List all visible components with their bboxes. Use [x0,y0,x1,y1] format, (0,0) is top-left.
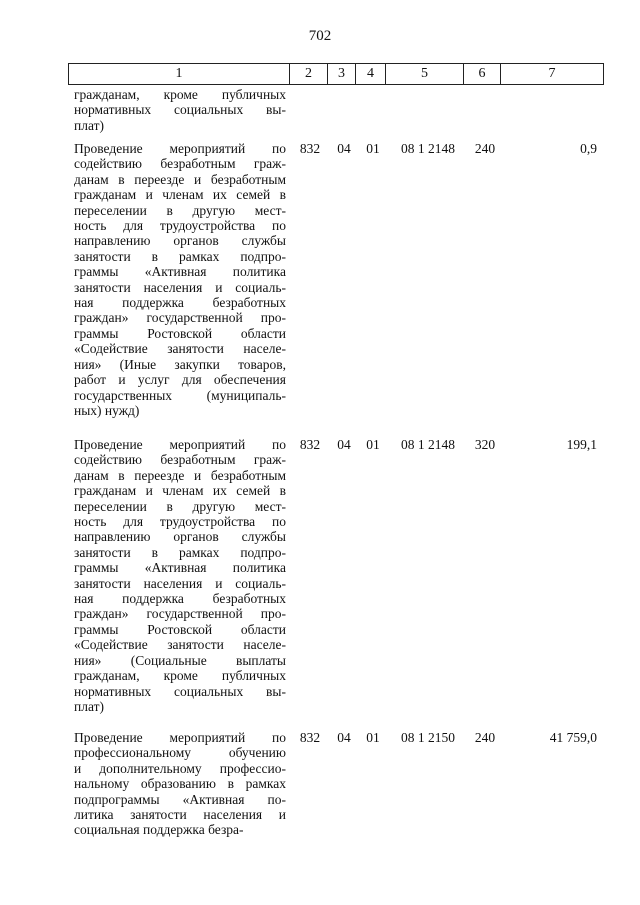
description-line: государственных (муниципаль- [74,387,286,403]
subsection-code: 01 [366,437,380,452]
description-line: плат) [74,117,104,133]
description-line: Проведение мероприятий по [74,437,286,452]
description-line: занятости населения и социаль- [74,575,286,591]
description-line: профессиональному обучению [74,745,286,761]
expense-type-code: 240 [474,730,496,745]
section-code: 04 [337,141,351,156]
description-line: гражданам и членам их семей в [74,187,286,203]
description-line: ния» (Иные закупки товаров, [74,356,286,372]
ministry-code: 832 [299,437,321,452]
column-header-3: 3 [328,64,356,85]
subsection-code: 01 [366,730,380,745]
header-row [69,64,604,85]
description-line: занятости в рамках подпро- [74,544,286,560]
column-header-6: 6 [464,64,501,85]
description-line: «Содействие занятости населе- [74,341,286,357]
description-line: Проведение мероприятий по [74,730,286,745]
column-header-4: 4 [356,64,386,85]
section-code: 04 [337,730,351,745]
description-line: граммы Ростовской области [74,325,286,341]
target-article-code: 08 1 2148 [401,141,455,156]
description-line: граммы Ростовской области [74,621,286,637]
description-line: нальному образованию в рамках [74,776,286,792]
ministry-code: 832 [299,141,321,156]
section-code: 04 [337,437,351,452]
description-line: данам в переезде и безработным [74,467,286,483]
description-line: ная поддержка безработных [74,591,286,607]
description-line: ния» (Социальные выплаты [74,652,286,668]
description-line: литика занятости населения и [74,807,286,823]
description-line: работ и услуг для обеспечения [74,372,286,388]
description-line: граммы «Активная политика [74,264,286,280]
target-article-code: 08 1 2148 [401,437,455,452]
column-header-7: 7 [501,64,604,85]
page-number: 702 [308,28,332,44]
column-header-1: 1 [69,64,290,85]
description-line: «Содействие занятости населе- [74,637,286,653]
column-header-2: 2 [290,64,328,85]
description-line: занятости населения и социаль- [74,279,286,295]
description-line: граждан» государственной про- [74,606,286,622]
row-description [74,437,286,714]
description-line: направлению органов службы [74,233,286,249]
description-line: ных) нужд) [74,402,140,418]
description-line: и дополнительному профессио- [74,760,286,776]
row-description [74,730,286,838]
row-description [74,141,286,418]
description-line: гражданам и членам их семей в [74,483,286,499]
description-line: данам в переезде и безработным [74,171,286,187]
description-line: гражданам, кроме публичных [74,668,286,684]
description-line: Проведение мероприятий по [74,141,286,156]
expense-type-code: 240 [474,141,496,156]
amount: 41 759,0 [549,730,597,745]
target-article-code: 08 1 2150 [401,730,455,745]
description-line: плат) [74,698,104,714]
description-line: социальная поддержка безра- [74,822,244,838]
column-header-5: 5 [386,64,464,85]
description-line: ная поддержка безработных [74,295,286,311]
amount: 0,9 [580,141,597,156]
description-line: направлению органов службы [74,529,286,545]
description-line: занятости в рамках подпро- [74,248,286,264]
ministry-code: 832 [299,730,321,745]
description-line: ность для трудоустройства по [74,514,286,530]
description-line: нормативных социальных вы- [74,102,286,118]
description-line: переселении в другую мест- [74,202,286,218]
description-line: нормативных социальных вы- [74,683,286,699]
subsection-code: 01 [366,141,380,156]
description-line: содействию безработным граж- [74,156,286,172]
description-line: ность для трудоустройства по [74,218,286,234]
amount: 199,1 [566,437,597,452]
description-line: гражданам, кроме публичных [74,87,286,102]
row-description [74,87,286,133]
description-line: граммы «Активная политика [74,560,286,576]
table-header [68,63,604,85]
description-line: подпрограммы «Активная по- [74,791,286,807]
description-line: переселении в другую мест- [74,498,286,514]
expense-type-code: 320 [474,437,496,452]
description-line: содействию безработным граж- [74,452,286,468]
description-line: граждан» государственной про- [74,310,286,326]
